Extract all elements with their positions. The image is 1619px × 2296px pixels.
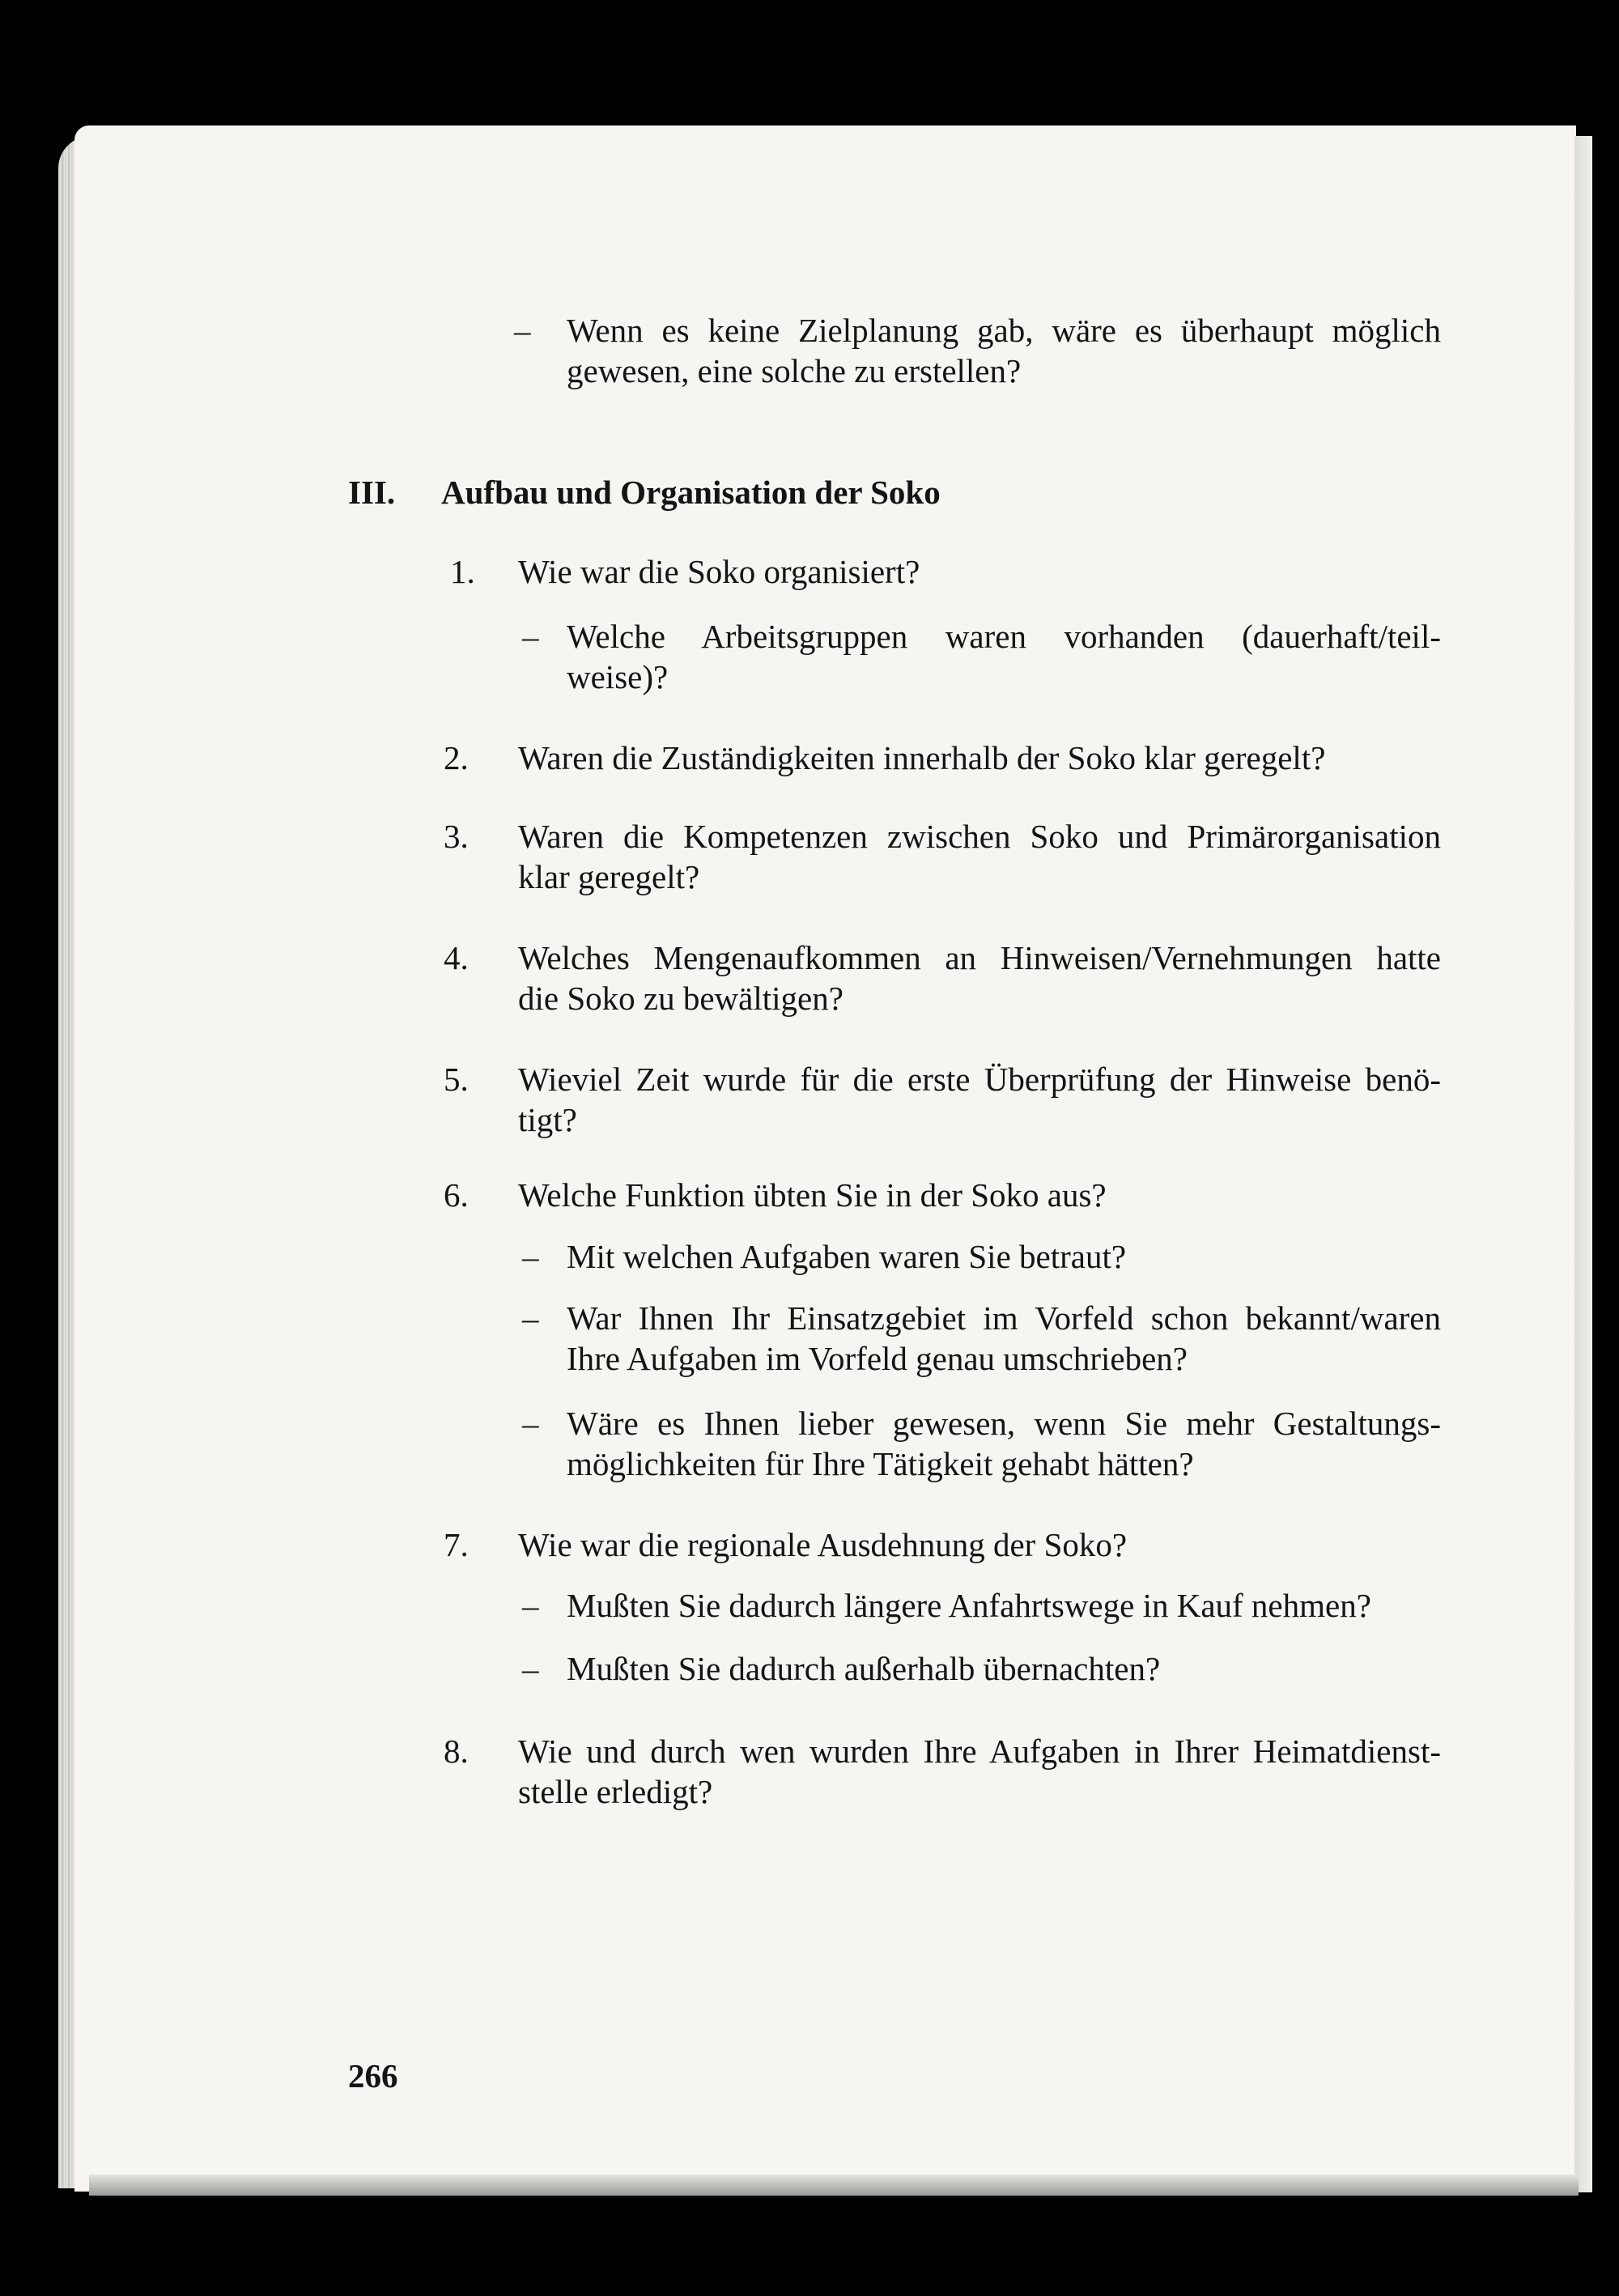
question-1-text: Wie war die Soko organisiert? xyxy=(518,553,920,590)
question-3-line-2: klar geregelt? xyxy=(518,858,700,895)
bullet-dash: – xyxy=(522,1405,539,1442)
question-6-sub-2-line-2: Ihre Aufgaben im Vorfeld genau umschrieben? xyxy=(567,1340,1188,1377)
question-number-7: 7. xyxy=(444,1526,469,1563)
bullet-dash: – xyxy=(522,618,539,655)
bullet-dash: – xyxy=(514,312,531,349)
question-number-8: 8. xyxy=(444,1733,469,1770)
question-7-text: Wie war die regionale Ausdehnung der Soko? xyxy=(518,1526,1128,1563)
question-7-sub-1: Mußten Sie dadurch längere Anfahrtswege in Kauf nehmen? xyxy=(567,1587,1371,1624)
question-4-line-1: Welches Mengenaufkommen an Hinweisen/Vernehmungen hatte xyxy=(518,939,1441,976)
intro-bullet-line-1: Wenn es keine Zielplanung gab, wäre es überhaupt möglich xyxy=(567,312,1441,349)
question-6-sub-2-line-1: War Ihnen Ihr Einsatzgebiet im Vorfeld schon bekannt/waren xyxy=(567,1299,1441,1337)
question-8-line-2: stelle erledigt? xyxy=(518,1773,713,1810)
question-2-text: Waren die Zuständigkeiten innerhalb der Soko klar geregelt? xyxy=(518,739,1326,776)
bullet-dash: – xyxy=(522,1650,539,1687)
intro-bullet-line-2: gewesen, eine solche zu erstellen? xyxy=(567,352,1022,389)
question-6-text: Welche Funktion übten Sie in der Soko aus? xyxy=(518,1176,1107,1214)
question-number-6: 6. xyxy=(444,1176,469,1214)
question-number-5: 5. xyxy=(444,1061,469,1098)
question-1-sub-1-line-2: weise)? xyxy=(567,658,669,695)
question-8-line-1: Wie und durch wen wurden Ihre Aufgaben in Ihrer Heimatdienst- xyxy=(518,1733,1441,1770)
question-4-line-2: die Soko zu bewältigen? xyxy=(518,980,843,1017)
question-7-sub-2: Mußten Sie dadurch außerhalb übernachten? xyxy=(567,1650,1161,1687)
section-title: Aufbau und Organisation der Soko xyxy=(441,474,941,511)
section-number: III. xyxy=(348,474,396,511)
page-number: 266 xyxy=(348,2057,398,2094)
question-3-line-1: Waren die Kompetenzen zwischen Soko und Primärorganisation xyxy=(518,818,1441,855)
question-5-line-1: Wieviel Zeit wurde für die erste Überprüfung der Hinweise benö- xyxy=(518,1061,1441,1098)
question-number-2: 2. xyxy=(444,739,469,776)
question-1-sub-1-line-1: Welche Arbeitsgruppen waren vorhanden (dauerhaft/teil- xyxy=(567,618,1441,655)
question-number-1: 1. xyxy=(450,553,475,590)
bullet-dash: – xyxy=(522,1238,539,1275)
question-6-sub-3-line-2: möglichkeiten für Ihre Tätigkeit gehabt hätten? xyxy=(567,1445,1194,1482)
question-6-sub-3-line-1: Wäre es Ihnen lieber gewesen, wenn Sie mehr Gestaltungs- xyxy=(567,1405,1441,1442)
question-5-line-2: tigt? xyxy=(518,1101,577,1138)
bullet-dash: – xyxy=(522,1299,539,1337)
bullet-dash: – xyxy=(522,1587,539,1624)
question-number-4: 4. xyxy=(444,939,469,976)
question-6-sub-1: Mit welchen Aufgaben waren Sie betraut? xyxy=(567,1238,1127,1275)
question-number-3: 3. xyxy=(444,818,469,855)
